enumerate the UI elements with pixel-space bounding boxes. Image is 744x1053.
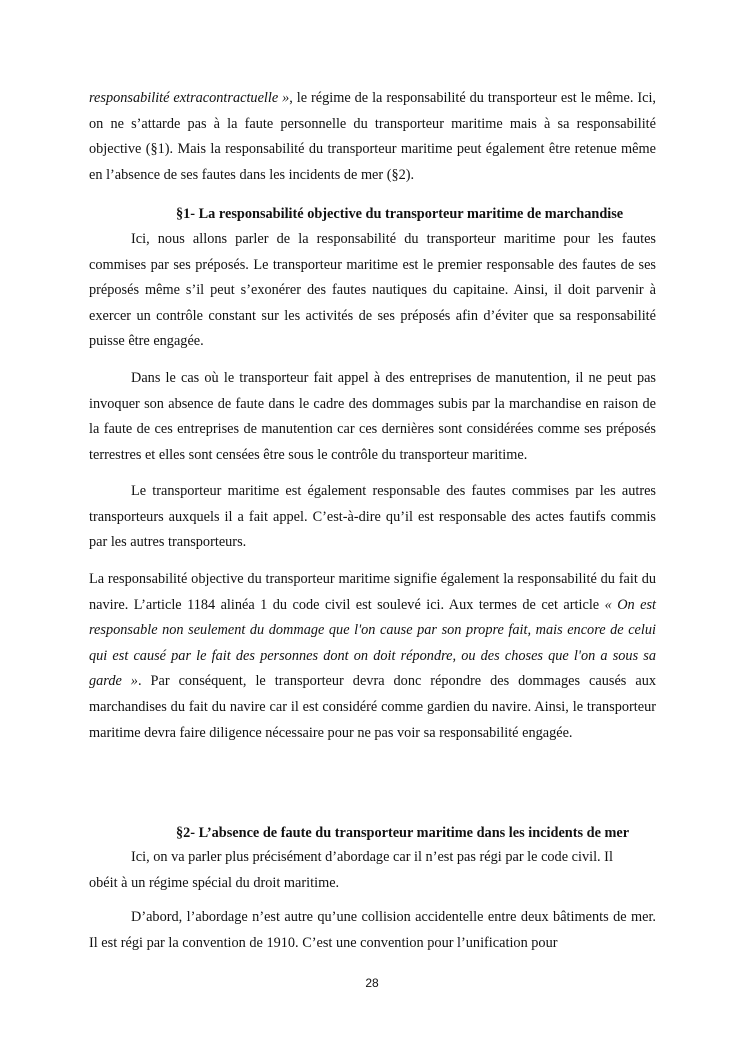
section-heading-2: §2- L’absence de faute du transporteur maritime dans les incidents de mer: [176, 825, 630, 841]
page-number: 28: [365, 976, 379, 990]
paragraph-fait-du-navire-end: . Par conséquent, le transporteur devra donc répondre des dommages causés aux marchandises du fait du navire car il est considéré comme gardien du navire. Ainsi, le transporteur maritime devra faire diligence nécessaire pour ne pas voir sa responsabilité engagée.: [89, 673, 656, 741]
paragraph-preposes: Ici, nous allons parler de la responsabilité du transporteur maritime pour les fautes commises par ses préposés. Le transporteur maritime est le premier responsable des fautes de ses préposés même s’il peut s’exonérer des fautes nautiques du capitaine. Ainsi, il doit parvenir à exercer un contrôle constant sur les activités de ses préposés afin d’éviter que sa responsabilité puisse être engagée.: [89, 231, 656, 350]
paragraph-convention: D’abord, l’abordage n’est autre qu’une collision accidentelle entre deux bâtiments de mer. Il est régi par la convention de 1910. C’est une convention pour l’unification pour: [89, 909, 656, 951]
paragraph-abordage: [89, 845, 656, 896]
paragraph-abordage-line2: obéit à un régime spécial du droit maritime.: [89, 874, 340, 891]
paragraph-fait-du-navire: [89, 567, 656, 746]
paragraph-autres-transporteurs: Le transporteur maritime est également responsable des fautes commises par les autres transporteurs auxquels il a fait appel. C’est-à-dire qu’il est responsable des actes fautifs commis par les autres transporteurs.: [89, 483, 656, 551]
paragraph-manutention: Dans le cas où le transporteur fait appel à des entreprises de manutention, il ne peut pas invoquer son absence de faute dans le cadre des dommages subis par la marchandise en raison de la faute de ces entreprises de manutention car ces dernières sont considérées comme ses préposés terrestres et elles sont censées être sous le contrôle du transporteur maritime.: [89, 370, 656, 463]
paragraph-intro: [89, 86, 656, 188]
italic-lead: responsabilité extracontractuelle »: [89, 90, 290, 106]
paragraph-intro-text: , le régime de la responsabilité du transporteur est le même. Ici, on ne s’attarde pas à la faute personnelle du transporteur maritime mais à sa responsabilité objective (§1). Mais la responsabilité du transporteur maritime peut également être retenue même en l’absence de ses fautes dans les incidents de mer (§2).: [89, 90, 656, 183]
paragraph-abordage-line1: Ici, on va parler plus précisément d’abordage car il n’est pas régi par le code civil. Il: [131, 849, 613, 865]
article-quote: « On est responsable non seulement du dommage que l'on cause par son propre fait, mais encore de celui qui est causé par le fait des personnes dont on doit répondre, ou des choses que l'on a sous sa garde »: [89, 596, 656, 690]
paragraph-fait-du-navire-intro: La responsabilité objective du transporteur maritime signifie également la responsabilité du fait du navire. L’article 1184 alinéa 1 du code civil est soulevé ici. Aux termes de cet article: [89, 571, 656, 613]
section-heading-1: §1- La responsabilité objective du transporteur maritime de marchandise: [176, 206, 624, 222]
